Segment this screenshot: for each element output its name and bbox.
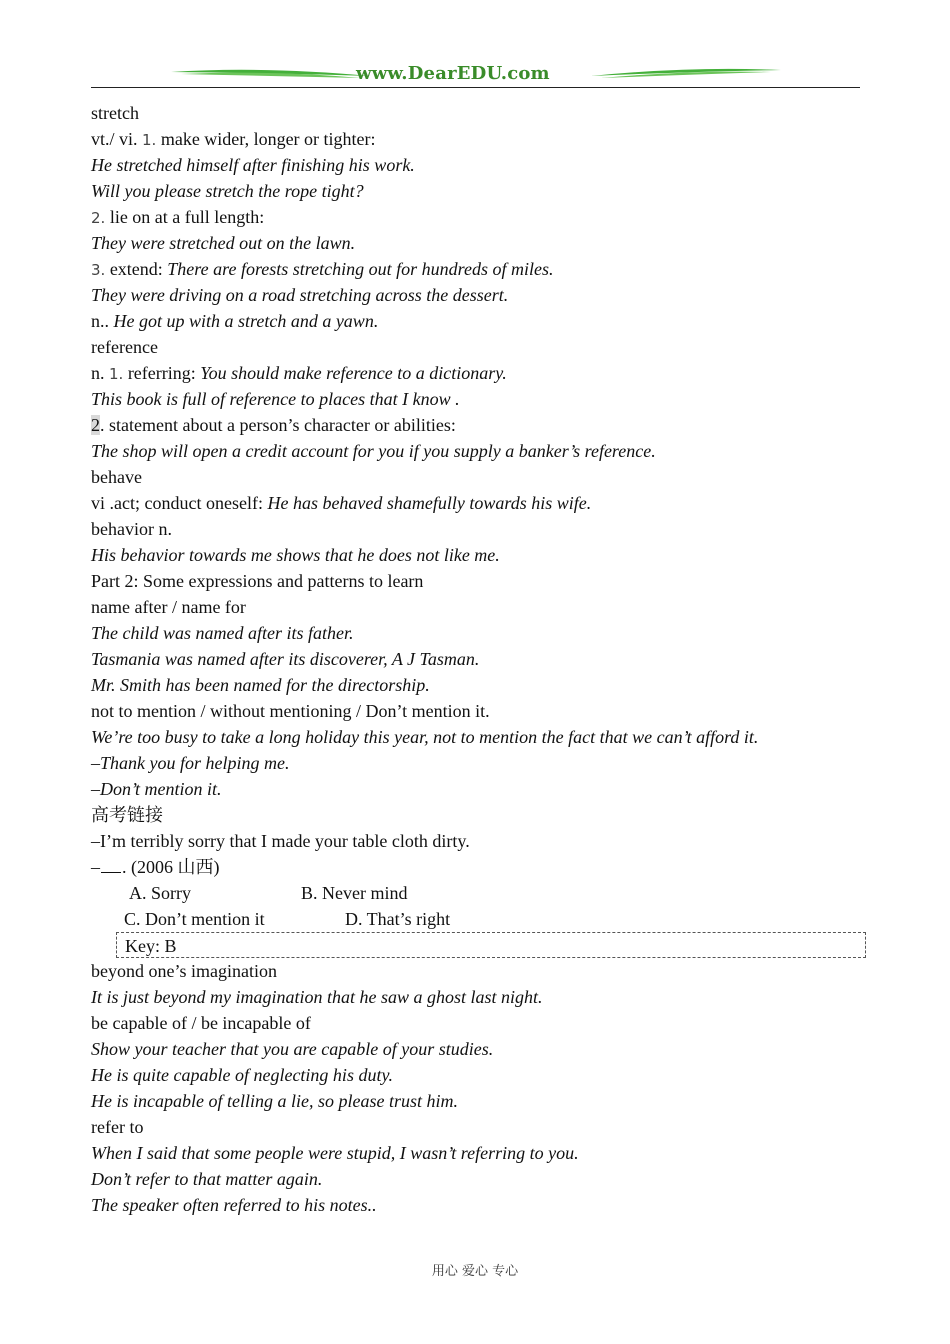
dialogue-line: –Don’t mention it. bbox=[91, 779, 222, 799]
example-sentence: Don’t refer to that matter again. bbox=[91, 1169, 323, 1189]
answer-blank bbox=[101, 856, 121, 873]
example-sentence: He is incapable of telling a lie, so please trust him. bbox=[91, 1091, 458, 1111]
example-sentence: This book is full of reference to places that I know . bbox=[91, 389, 460, 409]
definition-line: vi .act; conduct oneself: He has behaved shamefully towards his wife. bbox=[91, 493, 592, 513]
answer-key: Key: B bbox=[125, 936, 177, 956]
page-header bbox=[91, 60, 860, 88]
example-sentence: We’re too busy to take a long holiday this year, not to mention the fact that we can’t afford it. bbox=[91, 727, 759, 747]
options-row bbox=[91, 906, 871, 932]
headword: stretch bbox=[91, 103, 139, 123]
example-sentence: The shop will open a credit account for you if you supply a banker’s reference. bbox=[91, 441, 656, 461]
answer-key-box bbox=[116, 932, 866, 958]
options-row bbox=[91, 880, 871, 906]
definition-line: n.. He got up with a stretch and a yawn. bbox=[91, 311, 379, 331]
example-sentence: Tasmania was named after its discoverer, A J Tasman. bbox=[91, 649, 480, 669]
header-rule bbox=[91, 87, 860, 88]
example-sentence: His behavior towards me shows that he does not like me. bbox=[91, 545, 500, 565]
phrase-heading: not to mention / without mentioning / Don’t mention it. bbox=[91, 701, 490, 721]
example-sentence: The child was named after its father. bbox=[91, 623, 354, 643]
definition-line: n. 1. referring: You should make reference to a dictionary. bbox=[91, 363, 507, 383]
example-sentence: When I said that some people were stupid, I wasn’t referring to you. bbox=[91, 1143, 579, 1163]
option-b: B. Never mind bbox=[301, 883, 408, 903]
phrase-heading: refer to bbox=[91, 1117, 144, 1137]
example-sentence: He stretched himself after finishing his work. bbox=[91, 155, 415, 175]
section-heading: Part 2: Some expressions and patterns to learn bbox=[91, 571, 424, 591]
headword: behave bbox=[91, 467, 142, 487]
example-sentence: They were stretched out on the lawn. bbox=[91, 233, 356, 253]
definition-line: 2. lie on at a full length: bbox=[91, 207, 265, 227]
document-body bbox=[91, 100, 871, 1218]
headword: behavior n. bbox=[91, 519, 172, 539]
page-footer: 用心 爱心 专心 bbox=[431, 1264, 519, 1279]
example-sentence: They were driving on a road stretching across the dessert. bbox=[91, 285, 509, 305]
phrase-heading: be capable of / be incapable of bbox=[91, 1013, 311, 1033]
example-sentence: He is quite capable of neglecting his duty. bbox=[91, 1065, 393, 1085]
headword: reference bbox=[91, 337, 158, 357]
phrase-heading: name after / name for bbox=[91, 597, 246, 617]
left-swoosh-decoration bbox=[171, 66, 371, 82]
example-sentence: Show your teacher that you are capable of your studies. bbox=[91, 1039, 494, 1059]
example-sentence: The speaker often referred to his notes.. bbox=[91, 1195, 377, 1215]
question-line: –I’m terribly sorry that I made your table cloth dirty. bbox=[91, 831, 470, 851]
dialogue-line: –Thank you for helping me. bbox=[91, 753, 290, 773]
phrase-heading: beyond one’s imagination bbox=[91, 961, 277, 981]
definition-line: 2. statement about a person’s character or abilities: bbox=[91, 415, 456, 435]
option-a: A. Sorry bbox=[129, 883, 191, 903]
option-c: C. Don’t mention it bbox=[124, 909, 265, 929]
exam-link-heading: 高考链接 bbox=[91, 805, 163, 825]
example-sentence: It is just beyond my imagination that he saw a ghost last night. bbox=[91, 987, 543, 1007]
definition-line: 3. extend: There are forests stretching out for hundreds of miles. bbox=[91, 259, 554, 279]
definition-line: vt./ vi. 1. make wider, longer or tighter: bbox=[91, 129, 376, 149]
right-swoosh-decoration bbox=[591, 66, 781, 82]
example-sentence: Mr. Smith has been named for the directorship. bbox=[91, 675, 430, 695]
option-d: D. That’s right bbox=[345, 909, 451, 929]
question-line: – . (2006 山西) bbox=[91, 857, 220, 877]
example-sentence: Will you please stretch the rope tight? bbox=[91, 181, 364, 201]
site-logo: www.DearEDU.com bbox=[356, 63, 550, 84]
